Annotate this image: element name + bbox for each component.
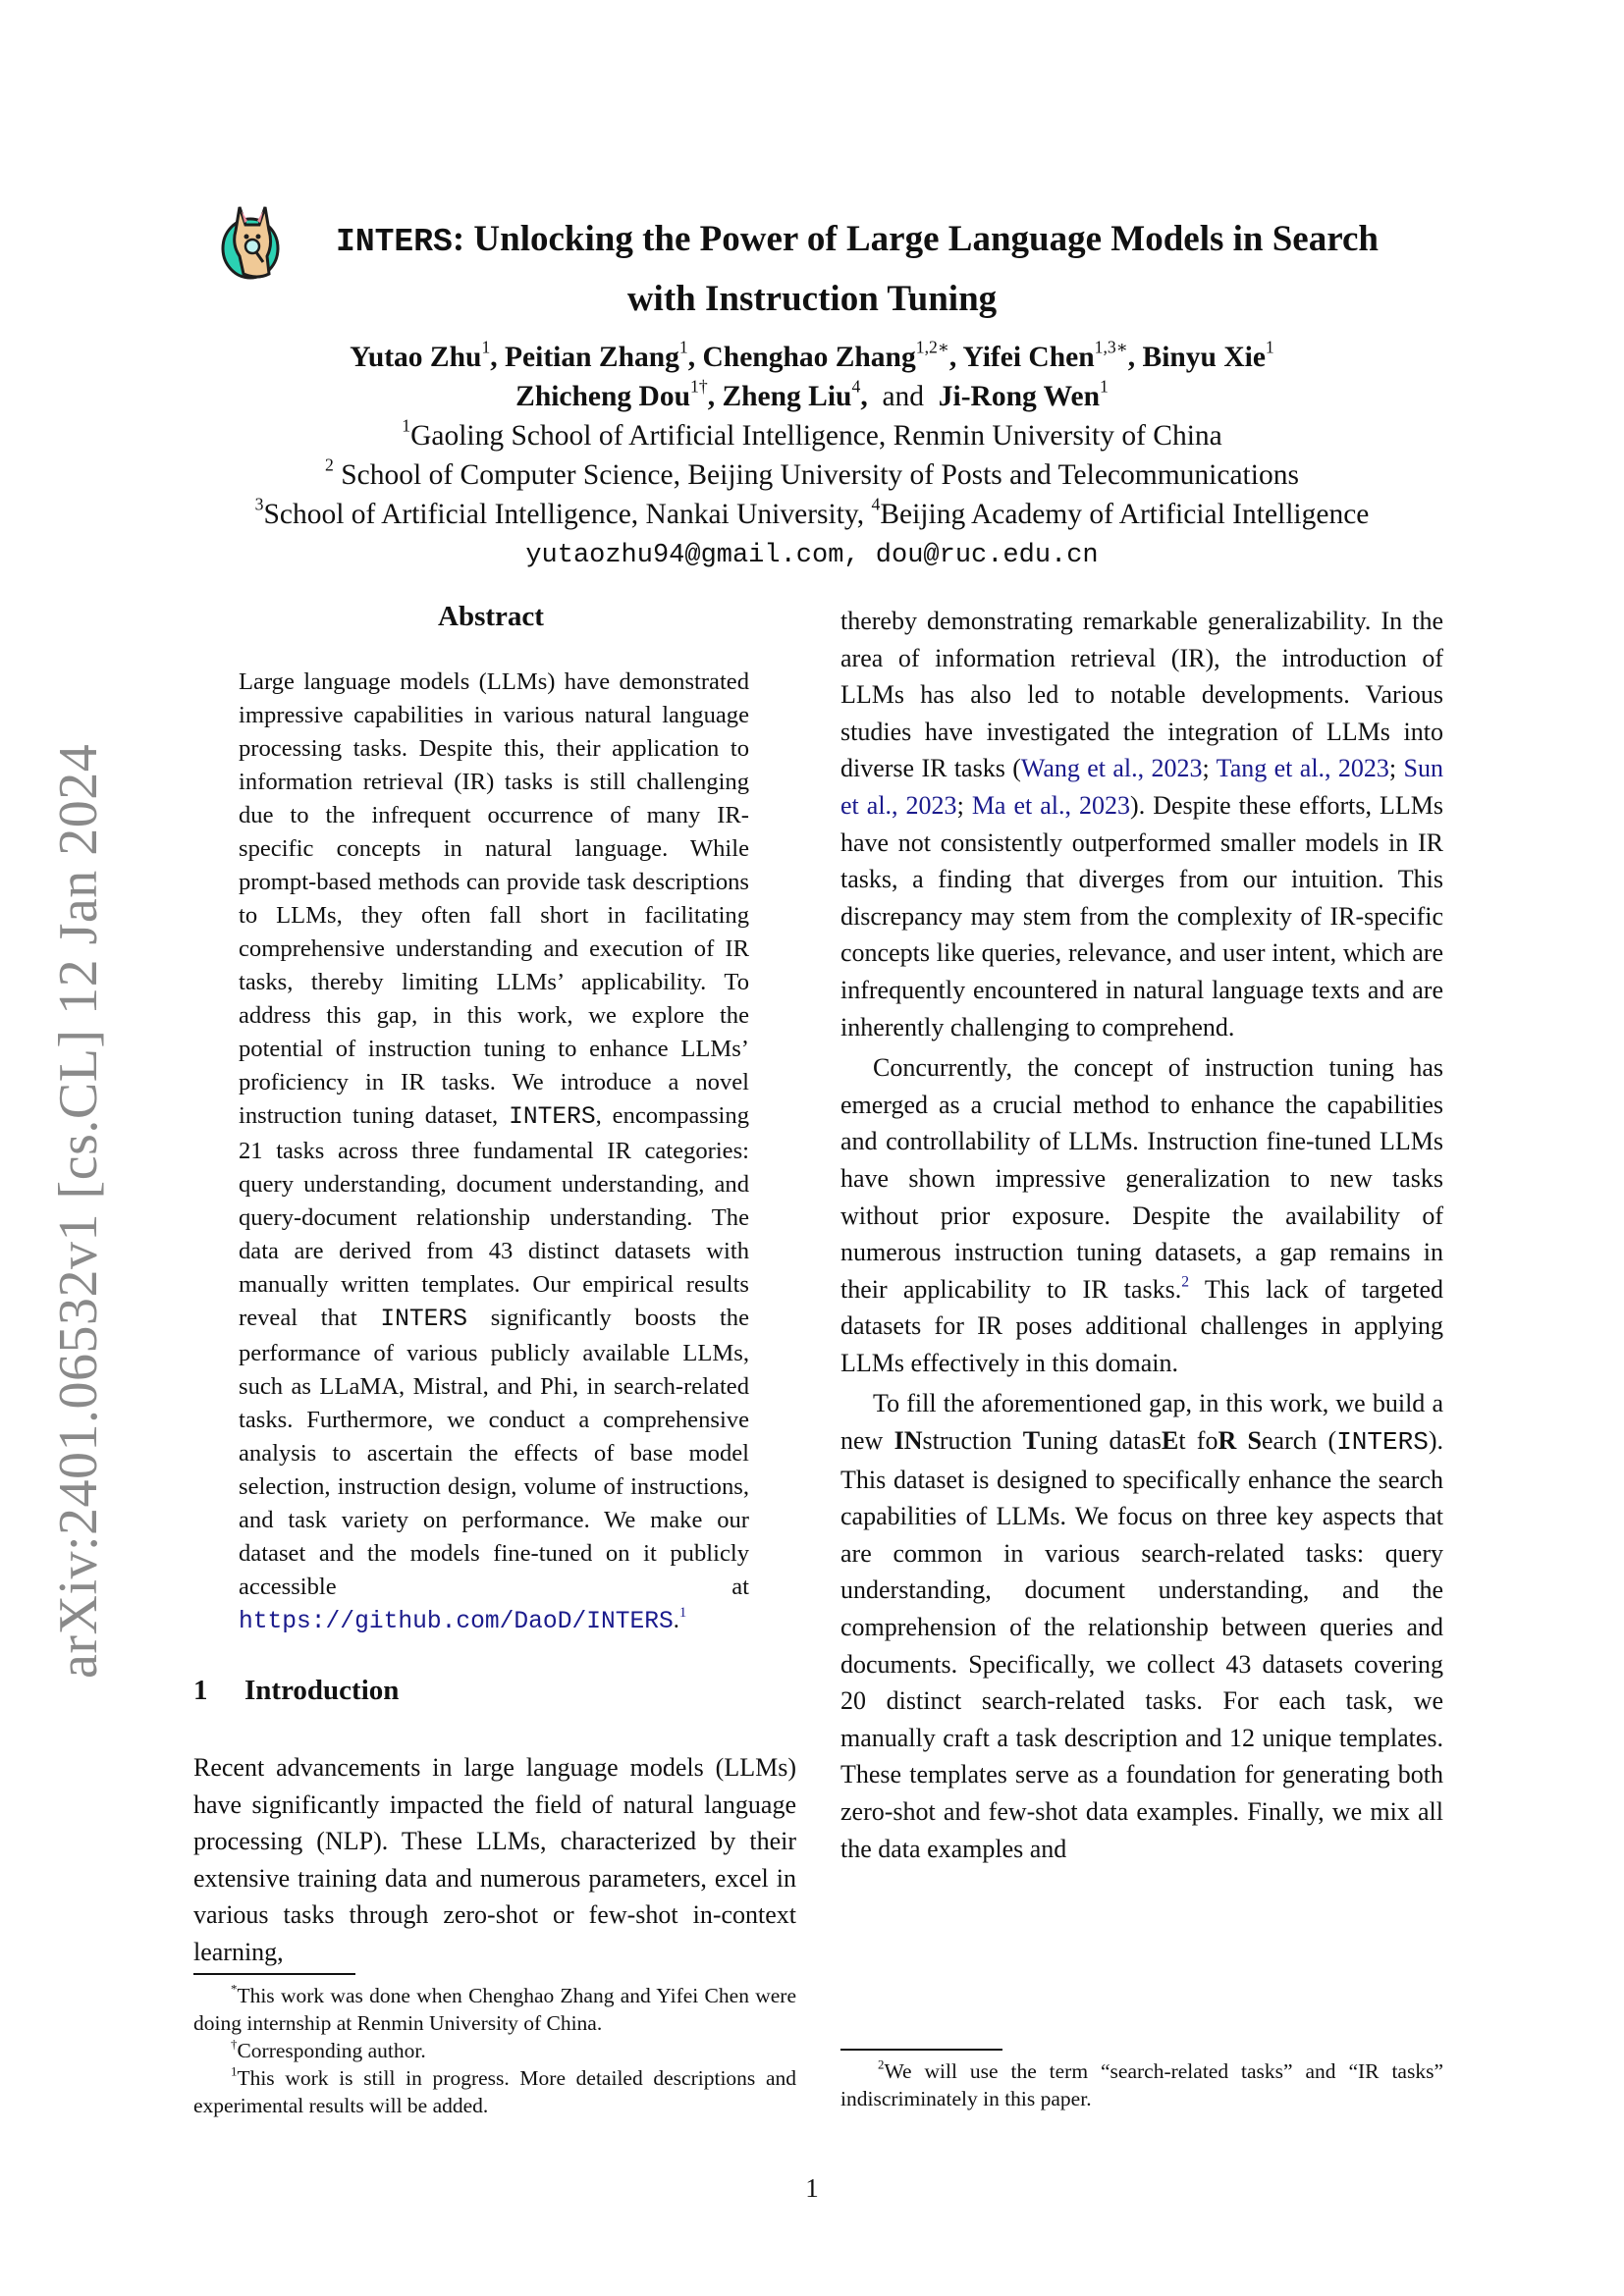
introduction-paragraph-1 [193,1749,796,1971]
paper-title [0,218,1624,260]
author: Yifei Chen [962,342,1095,373]
affiliation-number: 3 [254,494,264,514]
paragraph-text: To fill the aforementioned gap, in this work, we build a new [840,1389,1443,1456]
footnote-text: We will use the term “search-related tasks” and “IR tasks” indiscriminately in this paper. [840,2059,1443,2110]
author-list-line1: Yutao Zhu$^1$, Peitian Zhang$^1$, Chenghao Zhang$^{1,2∗}$, Yifei Chen$^{1,3∗}$, Binyu Xie$^1$ [350,337,1274,373]
footnotes-left [193,1982,796,2119]
section-title: Introduction [244,1675,400,1706]
footnotes-right [840,2057,1443,2112]
affiliation-mark: 1 [1099,376,1109,397]
acronym-rest: t fo [1178,1426,1218,1456]
punctuation: ( [1317,1426,1337,1456]
acronym-letter: IN [893,1426,923,1456]
paragraph-text: ). Despite these efforts, LLMs have not consistently outperformed smaller models in IR tasks, a finding that diverges from our intuition. This discrepancy may stem from the complexity of IR-specific concepts like queries, relevance, and user intent, which are infrequently encountered in natural language texts and are inherently challenging to comprehend. [840,790,1443,1041]
paragraph-text: ). This dataset is designed to specifically enhance the search capabilities of LLMs. We focus on three key aspects that are common in various search-related tasks: query understanding, document understanding, and the comprehension of the relationship between queries and documents. Specifically, we collect 43 datasets covering 20 distinct search-related tasks. For each task, we manually craft a task description and 12 unique templates. These templates serve as a foundation for generating both zero-shot and few-shot data examples. Finally, we mix all the data examples and [840,1426,1443,1863]
affiliation-text: Gaoling School of Artificial Intelligence, Renmin University of China [410,420,1222,452]
acronym-letter: S [1247,1426,1262,1456]
affiliation-3-4 [0,494,1624,531]
affiliation-mark: 1 [1265,337,1274,357]
affiliation-number: 4 [871,494,881,514]
introduction-paragraph-2 [840,1049,1443,1381]
author: Binyu Xie [1142,342,1266,373]
section-number: 1 [193,1675,208,1706]
dataset-name: INTERS [1336,1427,1429,1458]
abstract-text: significantly boosts the performance of various publicly available LLMs, such as LLaMA, Mistral, and Phi, in search-related tasks. Furthermore, we conduct a comprehensive analysis to ascertain the effects of base model selection, instruction design, volume of instructions, and task variety on performance. We make our dataset and the models fine-tuned on it publicly accessible at [239,1305,749,1600]
affiliation-mark: 1 [678,337,688,357]
author: Ji-Rong Wen [938,381,1100,412]
footnote-ref[interactable]: 1 [678,1604,687,1621]
paragraph-text: Recent advancements in large language models (LLMs) have significantly impacted the field of natural language processing (NLP). These LLMs, characterized by their extensive training data and numerous parameters, excel in various tasks through zero-shot or few-shot in-context learning, [193,1753,796,1966]
acronym-letter: E [1161,1426,1179,1456]
footnote-mark: * [231,1982,238,1997]
acronym-letter: T [1022,1426,1041,1456]
footnote-mark: 1 [231,2064,238,2079]
author: Yutao Zhu [350,342,482,373]
footnote-text: This work was done when Chenghao Zhang and Yifei Chen were doing internship at Renmin University of China. [193,1984,796,2035]
page-number: 1 [805,2173,819,2203]
arxiv-identifier-stamp: arXiv:2401.06532v1 [cs.CL] 12 Jan 2024 [48,743,109,1679]
right-column [840,603,1443,1867]
author-list-line2: Zhicheng Dou$^{1\dagger}$, Zheng Liu$^4$, and Ji-Rong Wen$^1$ [515,376,1109,412]
footnote-text: Corresponding author. [237,2039,426,2062]
abstract-body [239,666,749,1639]
affiliation-mark: 1† [690,376,708,397]
abstract-text: Large language models (LLMs) have demonstrated impressive capabilities in various natural language processing tasks. Despite this, their application to information retrieval (IR) tasks is still challenging due to the infrequent occurrence of many IR-specific concepts in natural language. While prompt-based methods can provide task descriptions to LLMs, they often fall short in facilitating comprehensive understanding and execution of IR tasks, thereby limiting LLMs’ applicability. To address this gap, in this work, we explore the potential of instruction tuning to enhance LLMs’ proficiency in IR tasks. We introduce a novel instruction tuning dataset, [239,668,749,1129]
citation-link[interactable]: Ma et al., 2023 [971,790,1131,820]
and-connector: and [882,381,925,412]
author: Peitian Zhang [505,342,679,373]
dataset-name: INTERS [509,1104,596,1131]
abstract-heading: Abstract [438,601,544,632]
dataset-name: INTERS [380,1307,467,1333]
affiliation-1 [0,415,1624,453]
affiliation-mark: 4 [851,376,861,397]
affiliation-text: Beijing Academy of Artificial Intelligence [880,499,1370,530]
affiliation-number: 1 [402,415,411,436]
paragraph-text: thereby demonstrating remarkable generalizability. In the area of information retrieval (IR), the introduction of LLMs has also led to notable developments. Various studies have investigated the integration of LLMs into diverse IR tasks ( [840,607,1443,783]
github-link[interactable]: https://github.com/DaoD/INTERS [239,1609,674,1635]
affiliation-mark: 1,2∗ [915,337,949,357]
footnote-mark: † [231,2037,238,2052]
author: Zheng Liu [722,381,852,412]
affiliation-number: 2 [325,454,334,475]
acronym-letter: R [1218,1426,1237,1456]
citation-link[interactable]: Wang et al., 2023 [1020,754,1203,783]
affiliation-mark: 1 [481,337,491,357]
acronym-rest: uning datas [1040,1426,1162,1456]
affiliation-mark: 1,3∗ [1094,337,1128,357]
acronym-rest: struction [922,1426,1023,1456]
contact-emails[interactable]: yutaozhu94@gmail.com, dou@ruc.edu.cn [525,541,1099,570]
paper-title-line2: with Instruction Tuning [626,279,998,319]
introduction-paragraph-1-continued: thereby demonstrating remarkable generalizability. In the area of information retrieval (IR), the introduction of LLMs has also led to notable developments. Various studies have investigated the integration of LLMs into diverse IR tasks (Wang et al., 2023; Tang et al., 2023; Sun et al., 2023; Ma et al., 2023). Despite these efforts, LLMs have not consistently outperformed smaller models in IR tasks, a finding that diverges from our intuition. This discrepancy may stem from the complexity of IR-specific concepts like queries, relevance, and user intent, which are infrequently encountered in natural language texts and are inherently challenging to comprehend. [840,607,1443,1041]
abstract-text: , encompassing 21 tasks across three fundamental IR categories: query understanding, document understanding, and query-document relationship understanding. The data are derived from 43 distinct datasets with manually written templates. Our empirical results reveal that [239,1102,749,1331]
footnote-divider [840,2049,1002,2051]
acronym-rest [1236,1426,1247,1455]
affiliation-text: School of Artificial Intelligence, Nankai University, [263,499,872,530]
punctuation: . [673,1607,679,1633]
footnote-text: This work is still in progress. More detailed descriptions and experimental results will be added. [193,2066,796,2117]
section-heading-introduction [193,1675,399,1707]
affiliation-2 [0,454,1624,492]
title-rest: : Unlocking the Power of Large Language Models in Search [452,219,1379,259]
paragraph-text: Concurrently, the concept of instruction tuning has emerged as a crucial method to enhance the capabilities and controllability of LLMs. Instruction fine-tuned LLMs have shown impressive generalization to new tasks without prior exposure. Despite the availability of numerous instruction tuning datasets, a gap remains in their applicability to IR tasks. [840,1053,1443,1304]
introduction-paragraph-3 [840,1385,1443,1867]
author: Chenghao Zhang [702,342,916,373]
acronym-rest: earch [1261,1426,1318,1456]
affiliation-text: School of Computer Science, Beijing University of Posts and Telecommunications [333,459,1299,491]
footnote-mark: 2 [878,2057,885,2072]
citation-link[interactable]: Sun et al., 2023 [840,754,1443,820]
paragraph-text: This lack of targeted datasets for IR poses additional challenges in applying LLMs effectively in this domain. [840,1274,1443,1377]
footnote-divider [193,1973,355,1975]
title-acronym: INTERS [336,224,453,260]
citation-link[interactable]: Tang et al., 2023 [1216,754,1389,783]
footnote-ref[interactable]: 2 [1181,1273,1190,1290]
author: Zhicheng Dou [515,381,691,412]
